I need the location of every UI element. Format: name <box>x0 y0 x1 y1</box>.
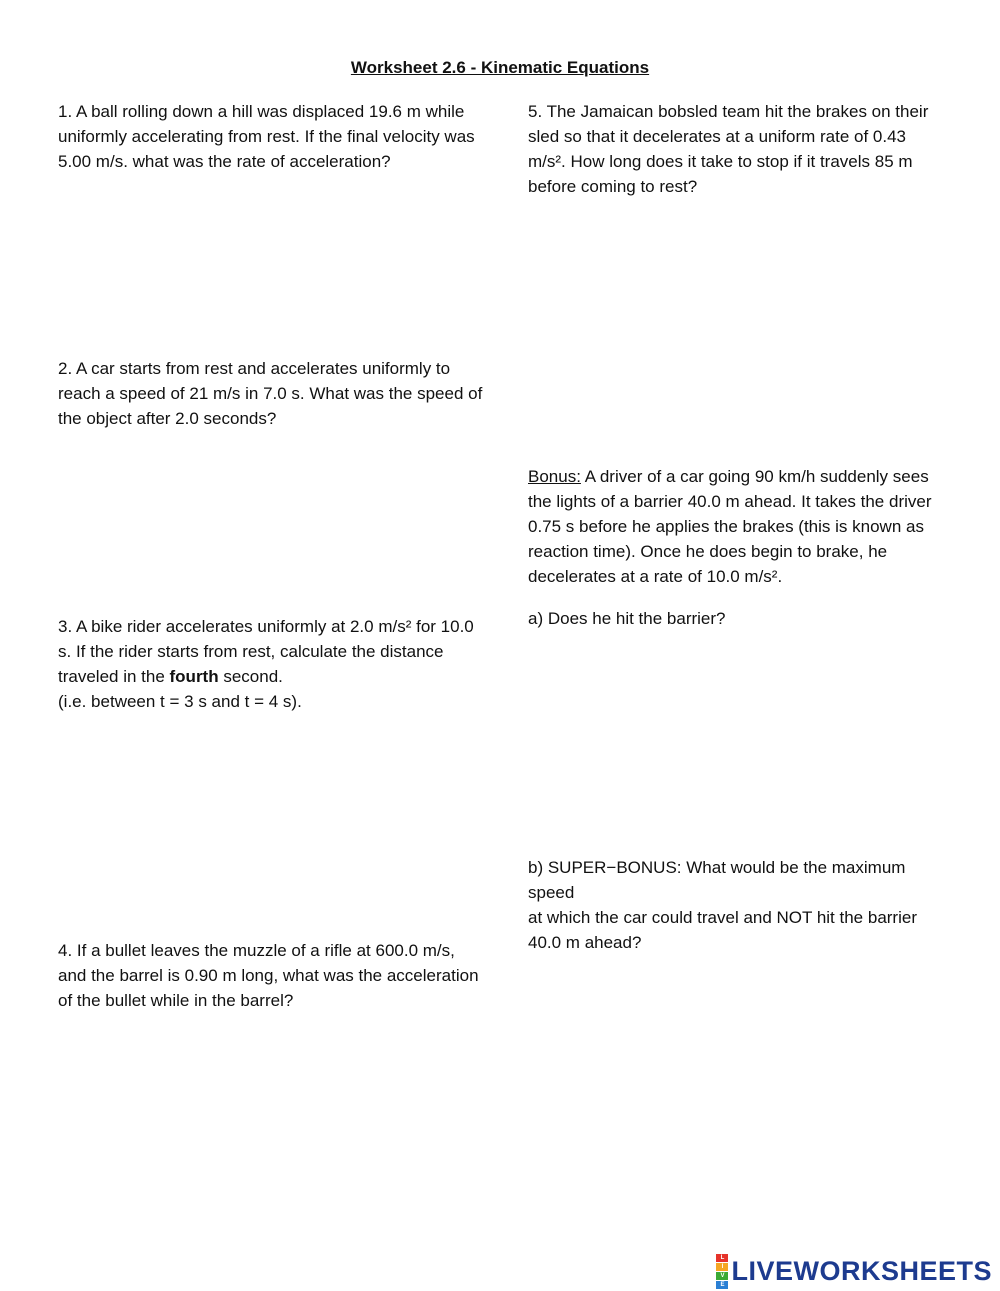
bonus-part-b: b) SUPER−BONUS: What would be the maximum speed at which the car could travel and NOT hit the barrier 40.0 m ahead? <box>528 858 917 952</box>
logo-mark-l: L <box>716 1254 728 1262</box>
question-5: 5. The Jamaican bobsled team hit the brakes on their sled so that it decelerates at a uniform rate of 0.43 m/s². How long does it take to stop if it travels 85 m before coming to rest? <box>528 102 929 196</box>
question-3 <box>58 614 488 714</box>
bonus-text: A driver of a car going 90 km/h suddenly sees the lights of a barrier 40.0 m ahead. It takes the driver 0.75 s before he applies the brakes (this is known as reaction time). Once he does begin to brake, he decelerates at a rate of 10.0 m/s². <box>528 467 932 586</box>
logo-text: LIVEWORKSHEETS <box>731 1255 992 1286</box>
worksheet-title: Worksheet 2.6 - Kinematic Equations <box>350 58 650 77</box>
bonus-question <box>528 464 948 589</box>
logo-mark-e: E <box>716 1281 728 1289</box>
question-3-text-end: second. (i.e. between t = 3 s and t = 4 s). <box>58 667 302 711</box>
logo-mark-i: I <box>716 1263 728 1271</box>
question-1: 1. A ball rolling down a hill was displaced 19.6 m while uniformly accelerating from rest. If the final velocity was 5.00 m/s. what was the rate of acceleration? <box>58 102 475 171</box>
question-2: 2. A car starts from rest and accelerates uniformly to reach a speed of 21 m/s in 7.0 s. What was the speed of the object after 2.0 seconds? <box>58 359 483 428</box>
question-4: 4. If a bullet leaves the muzzle of a rifle at 600.0 m/s, and the barrel is 0.90 m long, what was the acceleration of the bullet while in the barrel? <box>58 941 479 1010</box>
liveworksheets-logo-icon <box>716 1254 728 1289</box>
bonus-part-a: a) Does he hit the barrier? <box>528 609 726 628</box>
question-3-bold-word: fourth <box>169 667 219 686</box>
logo-mark-v: V <box>716 1272 728 1280</box>
liveworksheets-logo <box>716 1254 992 1288</box>
question-3-text-start: 3. A bike rider accelerates uniformly at 2.0 m/s² for 10.0 s. If the rider starts from rest, calculate the distance traveled in the <box>58 617 474 686</box>
bonus-label: Bonus: <box>528 467 581 486</box>
